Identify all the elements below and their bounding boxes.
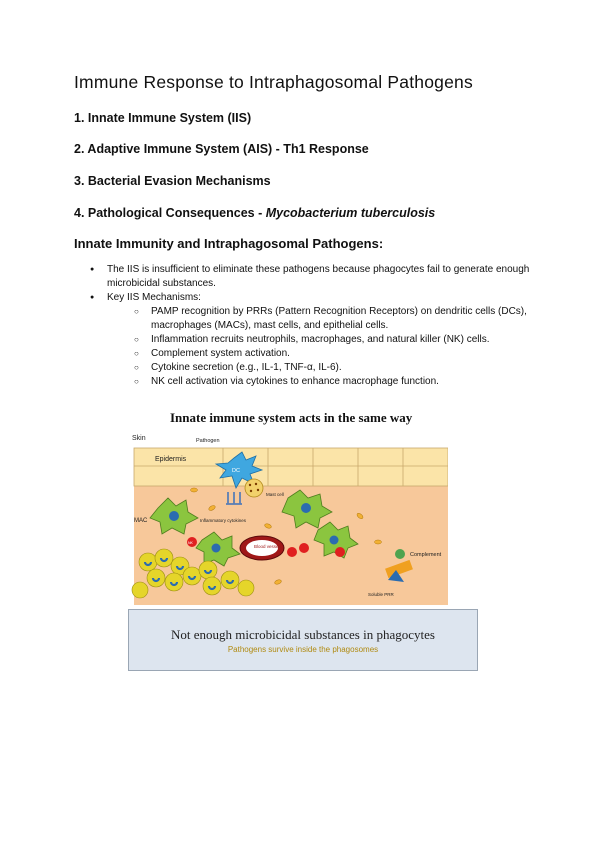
epidermis-layer — [134, 448, 448, 486]
banner-sub-text: Pathogens survive inside the phagosomes — [227, 645, 379, 654]
mechanism-item: ○ NK cell activation via cytokines to enhance macrophage function. — [114, 375, 548, 389]
conclusion-banner — [128, 609, 478, 671]
cytokines-label: Inflammatory cytokines — [200, 518, 247, 523]
innate-immunity-figure — [128, 430, 448, 605]
figure-title: Innate immune system acts in the same way — [170, 410, 413, 425]
complement-label: Complement — [410, 552, 442, 558]
dc-label: DC — [232, 468, 240, 474]
section-heading-3: 3. Bacterial Evasion Mechanisms — [74, 174, 271, 188]
banner-main-text: Not enough microbicidal substances in phagocytes — [171, 627, 435, 642]
soluble-prr-label: Soluble PRR — [368, 592, 394, 597]
epidermis-label: Epidermis — [155, 456, 187, 463]
mechanism-item: ○ Cytokine secretion (e.g., IL-1, TNF-α, IL-6). — [114, 361, 548, 375]
list-item-label: Key IIS Mechanisms: — [107, 292, 201, 303]
vessel-label: Blood vessel — [254, 544, 280, 549]
section-heading-1: 1. Innate Immune System (IIS) — [74, 111, 252, 125]
list-item: ● The IIS is insufficient to eliminate these pathogens because phagocytes fail to generate enough microbicidal substances. — [78, 263, 548, 291]
section-heading-2: 2. Adaptive Immune System (AIS) - Th1 Response — [74, 142, 369, 156]
mechanism-item: ○ PAMP recognition by PRRs (Pattern Recognition Receptors) on dendritic cells (DCs), macrophages (MACs), mast cells, and epithelial cells. — [114, 305, 548, 333]
mechanism-item: ○ Complement system activation. — [114, 347, 548, 361]
page-title: Immune Response to Intraphagosomal Pathogens — [74, 72, 473, 92]
nk-label: NK — [188, 541, 193, 545]
prr-receptors — [226, 492, 242, 504]
bullet-list — [78, 263, 548, 389]
section-4-prefix: 4. Pathological Consequences - — [74, 206, 266, 220]
mac-label: MAC — [134, 518, 148, 524]
mast-cell-label: Mast cell — [266, 492, 284, 497]
section-heading-4 — [74, 206, 435, 220]
list-item — [78, 291, 548, 389]
mechanism-item: ○ Inflammation recruits neutrophils, macrophages, and natural killer (NK) cells. — [114, 333, 548, 347]
section-4-organism: Mycobacterium tuberculosis — [265, 206, 436, 220]
pathogen-label: Pathogen — [196, 438, 220, 444]
mechanism-list — [107, 305, 548, 389]
skin-label: Skin — [132, 435, 146, 442]
subheading: Innate Immunity and Intraphagosomal Pathogens: — [74, 236, 384, 251]
blood-vessel — [240, 536, 284, 560]
